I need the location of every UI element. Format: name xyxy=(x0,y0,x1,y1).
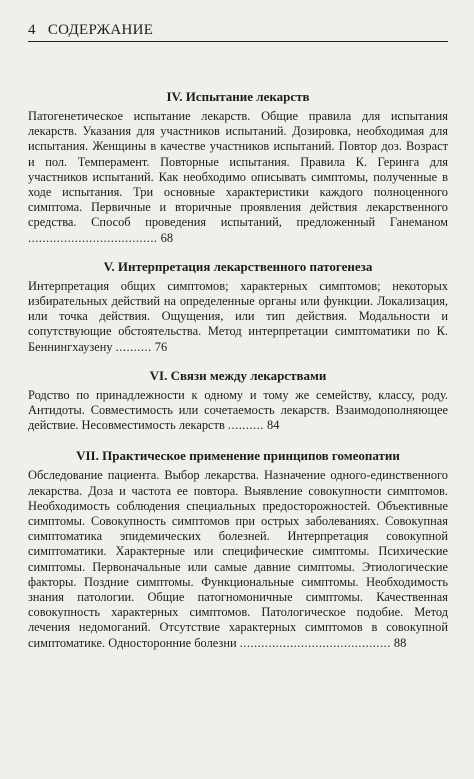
page-reference: 88 xyxy=(393,635,407,650)
page-reference: 68 xyxy=(160,230,174,245)
header-title: СОДЕРЖАНИЕ xyxy=(47,22,154,38)
toc-section-vii xyxy=(28,447,448,650)
dot-leader: .................................... xyxy=(28,230,158,245)
section-text xyxy=(28,468,448,650)
page-reference: 84 xyxy=(267,418,280,433)
toc-section-iv xyxy=(28,88,448,246)
dot-leader: .......... xyxy=(227,418,264,433)
section-body: Патогенетическое испытание лекарств. Общие правила для испытания лекарств. Указания для участников испытаний. Дозировка, необходимая для испытания. Женщины в качестве участников испытаний. Повтор доз. Возраст и пол. Темперамент. Повторные испытания. Правила К. Геринга для участников испытаний. Как необходимо описывать симптомы, полученные в ходе испытания. Три основные характеристики каждого полноценного симптома. Первичные и вторичные проявления действия лекарственного средства. Способ проведения испытаний, предложенный Ганеманом xyxy=(28,109,448,230)
page-reference: 76 xyxy=(154,339,168,354)
section-text xyxy=(28,109,448,246)
dot-leader: .......... xyxy=(115,339,152,354)
section-title: VI. Связи между лекарствами xyxy=(149,367,327,383)
section-title: IV. Испытание лекарств xyxy=(166,89,310,104)
toc-section-vi xyxy=(28,367,448,434)
section-body: Интерпретация общих симптомов; характерных симптомов; некоторых избирательных действий на определенные органы или функции. Локализация, или точка действия. Ощущения, или тип действия. Модальности и сопутствующие обстоятельства. Метод интерпретации симптоматики по К. Беннингхаузену xyxy=(28,278,448,354)
page-number: 4 xyxy=(28,22,36,38)
section-title: VII. Практическое применение принципов гомеопатии xyxy=(76,448,400,464)
section-body: Обследование пациента. Выбор лекарства. Назначение одного-единственного лекарства. Доза и частота ее повтора. Выявление совокупности симптомов. Необходимость соблюдения специальных предосторожностей. Объективные симптомы. Совокупность симптомов при острых заболеваниях. Совокупная симптоматика эпидемических болезней. Интерпретация совокупной симптоматики. Характерные или специфические симптомы. Психические симптомы. Первоначальные или самые давние симптомы. Этиологические факторы. Поздние симптомы. Функциональные симптомы. Необходимость знания патологии. Общие патогномоничные симптомы. Качественная совокупность характерных симптомов. Патологическое подобие. Метод лечения недомоганий. Отсутствие характерных симптомов в совокупной симптоматике. Односторонние болезни xyxy=(28,468,448,650)
toc-section-v xyxy=(28,258,448,355)
running-header xyxy=(28,22,448,42)
dot-leader: .......................................... xyxy=(239,635,391,650)
section-text xyxy=(28,279,448,355)
section-title: V. Интерпретация лекарственного патогенеза xyxy=(103,258,373,274)
section-text xyxy=(28,388,448,434)
section-body: Родство по принадлежности к одному и тому же семейству, классу, роду. Антидоты. Совместимость или сочетаемость лекарств. Взаимодополняющее действие. Несовместимость лекарств xyxy=(28,387,448,433)
